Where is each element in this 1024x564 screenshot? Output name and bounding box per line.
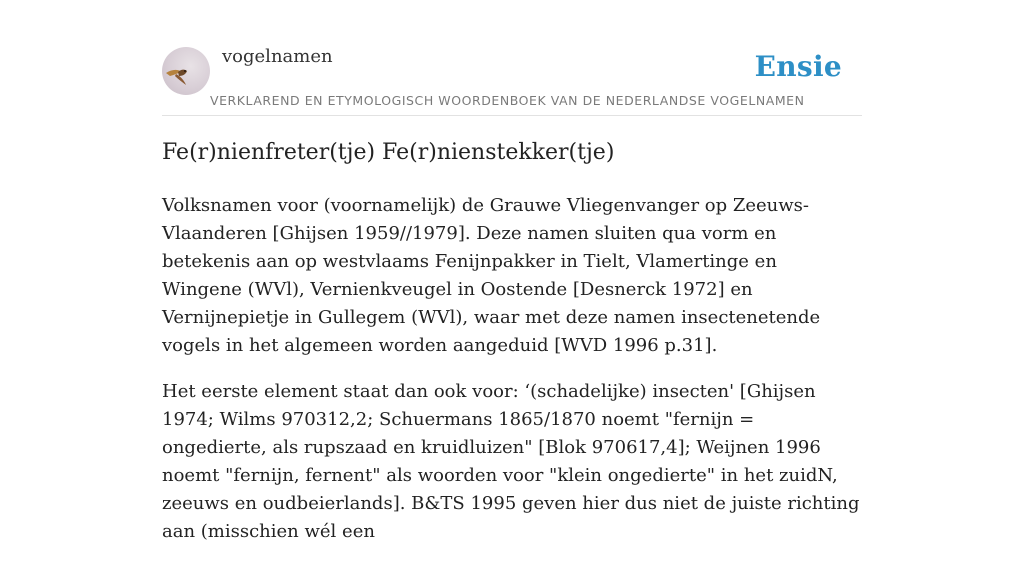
site-subtitle: VERKLAREND EN ETYMOLOGISCH WOORDENBOEK VAN DE NEDERLANDSE VOGELNAMEN (210, 93, 805, 108)
avatar[interactable] (162, 47, 210, 95)
header-divider (162, 115, 862, 116)
entry-body (162, 192, 862, 564)
page (162, 0, 862, 542)
brand-logo[interactable]: Ensie (754, 50, 842, 83)
site-name-link[interactable]: vogelnamen (222, 46, 333, 67)
entry-paragraph: Volksnamen voor (voornamelijk) de Grauwe Vliegenvanger op Zeeuws-Vlaanderen [Ghijsen 1959//1979]. Deze namen sluiten qua vorm en betekenis aan op westvlaams Fenijnpakker in Tielt, Vlamertinge en Wingene (WVl), Vernienkveugel in Oostende [Desnerck 1972] en Vernijnepietje in Gullegem (WVl), waar met deze namen insectenetende vogels in het algemeen worden aangeduid [WVD 1996 p.31]. (162, 195, 821, 356)
bird-photo-avatar-icon (162, 47, 210, 95)
entry-paragraph: Het eerste element staat dan ook voor: ‘(schadelijke) insecten' [Ghijsen 1974; Wilms 970312,2; Schuermans 1865/1870 noemt "fernijn = ongedierte, als rupszaad en kruidluizen" [Blok 970617,4]; Weijnen 1996 noemt "fernijn, fernent" als woorden voor "klein ongedierte" in het zuidN, zeeuws en oudbeierlands]. B&TS 1995 geven hier dus niet de juiste richting aan (misschien wél een (162, 381, 860, 542)
entry-title: Fe(r)nienfreter(tje) Fe(r)nienstekker(tje) (162, 140, 615, 165)
